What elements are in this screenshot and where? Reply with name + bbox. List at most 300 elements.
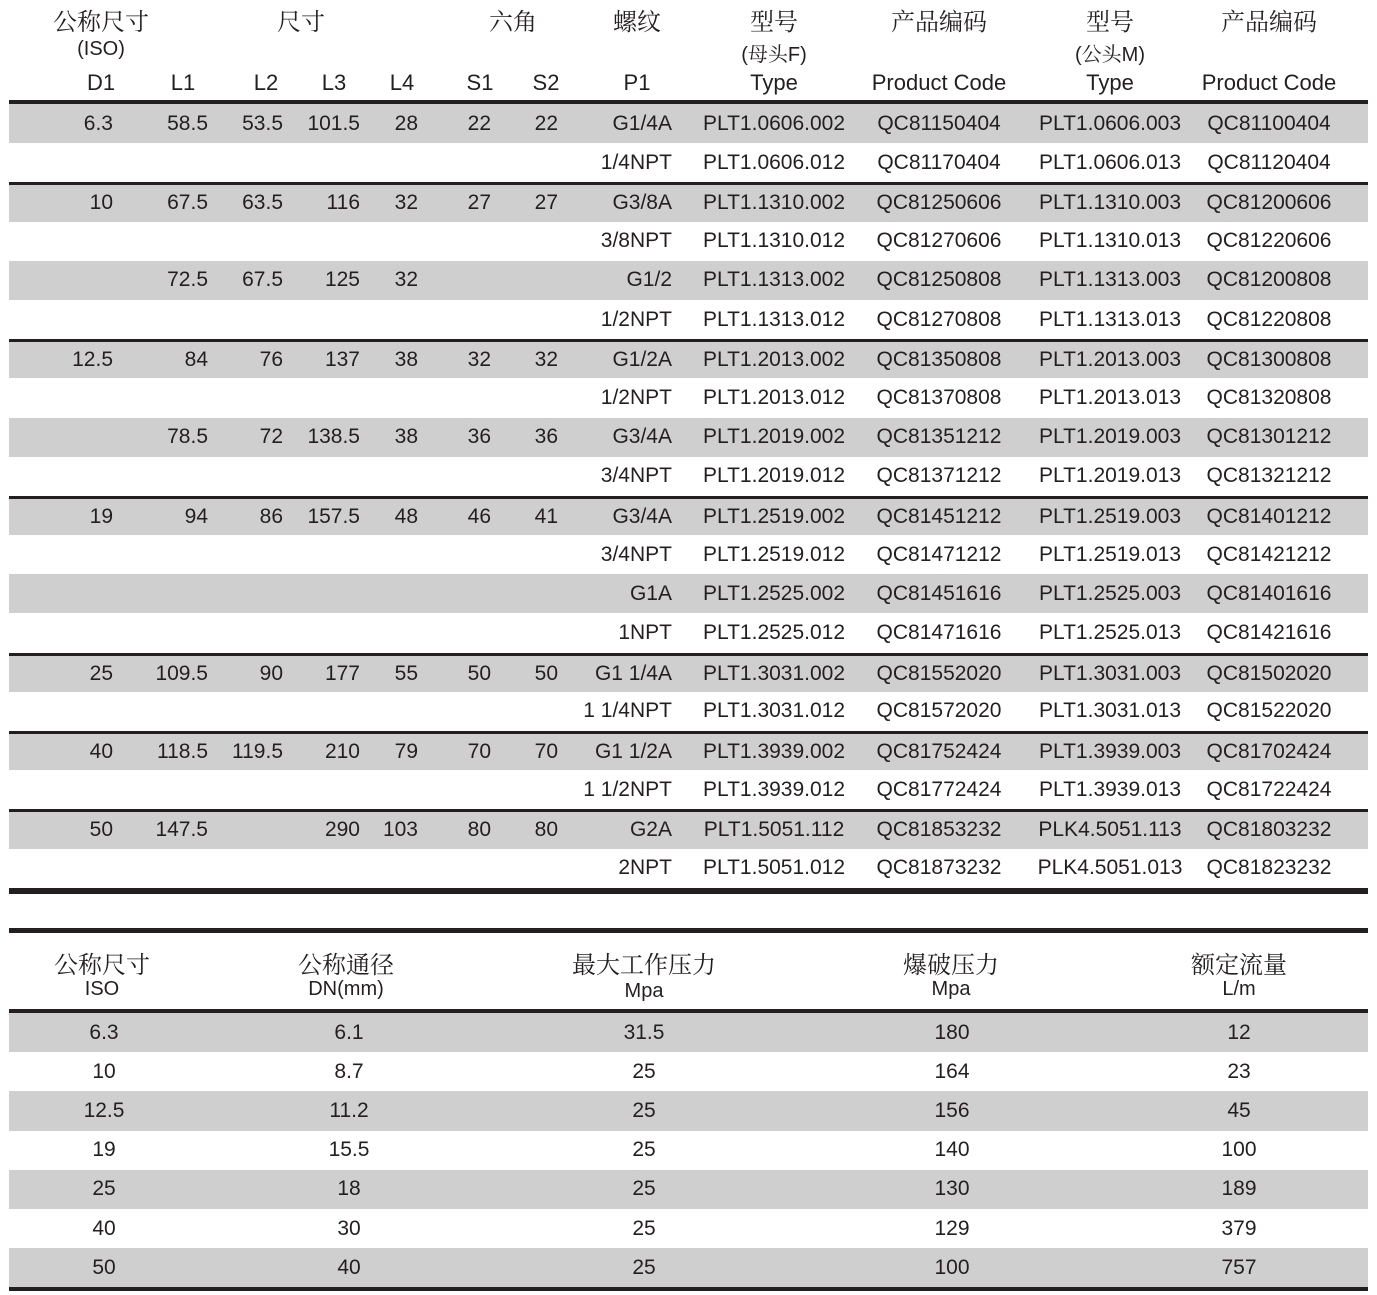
cell-type-m: PLT1.1310.003 xyxy=(1038,191,1182,215)
cell-burst-p: 100 xyxy=(934,1255,970,1279)
cell-iso: 50 xyxy=(92,1255,116,1279)
cell-type-f: PLT1.0606.002 xyxy=(702,111,846,135)
cell-s1 xyxy=(418,143,491,182)
cell-l4: 32 xyxy=(394,191,418,215)
cell-s2 xyxy=(491,613,558,652)
cell-l4 xyxy=(360,535,418,574)
cell-l3 xyxy=(283,535,360,574)
cell-p1: G1/2A xyxy=(612,348,672,372)
cell-type-m: PLT1.3939.013 xyxy=(1038,777,1182,801)
cell-code-m: QC81321212 xyxy=(1206,464,1332,488)
cell-s2: 50 xyxy=(534,661,558,685)
cell-code-f: QC81150404 xyxy=(877,111,1001,135)
header-nominal-size: 公称尺寸 xyxy=(53,9,149,36)
cell-l3 xyxy=(283,457,360,496)
cell-code-m: QC81823232 xyxy=(1206,856,1332,880)
cell-d1: 25 xyxy=(89,661,113,685)
cell-p1: G3/4A xyxy=(612,504,672,528)
header-code-f: 产品编码 xyxy=(891,9,987,36)
cell-l2: 53.5 xyxy=(242,111,283,135)
cell-s2: 41 xyxy=(534,504,558,528)
cell-type-f: PLT1.1310.002 xyxy=(702,191,846,215)
cell-burst-p: 180 xyxy=(934,1020,970,1044)
cell-dn: 15.5 xyxy=(328,1138,370,1162)
table-row xyxy=(9,653,1368,692)
header-type-m: 型号 xyxy=(1086,9,1134,36)
table-row xyxy=(9,1013,1368,1052)
cell-flow: 23 xyxy=(1227,1059,1251,1083)
cell-l3 xyxy=(283,613,360,652)
cell-p1: 3/4NPT xyxy=(600,542,672,566)
header-type-f-sub: (母头F) xyxy=(741,44,807,66)
header-type-f: 型号 xyxy=(750,9,798,36)
cell-l2 xyxy=(208,812,283,848)
cell-s2 xyxy=(491,692,558,731)
cell-s2: 27 xyxy=(534,191,558,215)
cell-p1: G2A xyxy=(629,818,672,842)
header-nominal-size-en: ISO xyxy=(84,978,120,1000)
cell-s2 xyxy=(491,143,558,182)
cell-dn: 6.1 xyxy=(334,1020,364,1044)
cell-l2: 86 xyxy=(259,504,283,528)
cell-code-m: QC81722424 xyxy=(1206,777,1332,801)
cell-l3: 125 xyxy=(324,268,360,292)
cell-l1: 84 xyxy=(184,348,208,372)
cell-l1 xyxy=(113,143,208,182)
cell-flow: 100 xyxy=(1221,1138,1257,1162)
table-row xyxy=(9,692,1368,731)
table-row xyxy=(9,300,1368,339)
table-row xyxy=(9,849,1368,888)
perf-table xyxy=(9,928,1368,1291)
cell-l1: 78.5 xyxy=(167,425,208,449)
cell-p1: G3/8A xyxy=(612,191,672,215)
cell-l1 xyxy=(113,770,208,809)
spec-table xyxy=(9,0,1368,894)
cell-d1 xyxy=(9,574,113,613)
cell-type-f: PLT1.2525.002 xyxy=(702,581,846,605)
cell-p1: 3/4NPT xyxy=(600,464,672,488)
cell-l2 xyxy=(208,535,283,574)
cell-burst-p: 156 xyxy=(934,1098,970,1122)
cell-s1 xyxy=(418,378,491,417)
cell-l4: 103 xyxy=(382,818,418,842)
cell-code-f: QC81371212 xyxy=(876,464,1002,488)
header-dimensions: 尺寸 xyxy=(277,9,325,36)
cell-code-m: QC81803232 xyxy=(1206,818,1332,842)
cell-s1: 50 xyxy=(467,661,491,685)
cell-l2 xyxy=(208,457,283,496)
cell-type-m: PLT1.2013.003 xyxy=(1038,348,1182,372)
header-rated-flow: 额定流量 xyxy=(1191,952,1287,979)
cell-s1: 70 xyxy=(467,740,491,764)
cell-l3 xyxy=(283,300,360,339)
header-col-p1: P1 xyxy=(623,70,651,95)
cell-l2 xyxy=(208,770,283,809)
header-nominal-size: 公称尺寸 xyxy=(54,952,150,979)
spec-table-header xyxy=(9,0,1368,104)
cell-l4 xyxy=(360,849,418,888)
cell-d1 xyxy=(9,770,113,809)
cell-type-m: PLT1.2519.003 xyxy=(1038,504,1182,528)
cell-l3: 177 xyxy=(324,661,360,685)
header-col-l2: L2 xyxy=(253,70,279,95)
cell-flow: 45 xyxy=(1227,1098,1251,1122)
cell-type-m: PLT1.2525.013 xyxy=(1038,621,1182,645)
cell-l2 xyxy=(208,849,283,888)
cell-l2 xyxy=(208,378,283,417)
header-thread: 螺纹 xyxy=(613,9,661,36)
table-row xyxy=(9,418,1368,457)
cell-p1: 1/2NPT xyxy=(600,307,672,331)
cell-code-m: QC81421212 xyxy=(1206,542,1332,566)
cell-l4: 79 xyxy=(394,740,418,764)
cell-code-m: QC81421616 xyxy=(1206,621,1332,645)
cell-code-f: QC81752424 xyxy=(876,740,1002,764)
cell-code-f: QC81270808 xyxy=(876,307,1002,331)
cell-s2: 22 xyxy=(534,111,558,135)
table-row xyxy=(9,261,1368,300)
cell-p1: G1/4A xyxy=(612,111,672,135)
cell-d1 xyxy=(9,613,113,652)
cell-code-f: QC81853232 xyxy=(876,818,1002,842)
cell-d1 xyxy=(9,535,113,574)
cell-code-m: QC81522020 xyxy=(1206,699,1332,723)
cell-max-p: 25 xyxy=(632,1059,656,1083)
cell-code-f: QC81170404 xyxy=(877,150,1001,174)
cell-type-m: PLT1.0606.013 xyxy=(1038,150,1182,174)
cell-s1 xyxy=(418,770,491,809)
cell-d1: 6.3 xyxy=(83,111,113,135)
header-nominal-bore: 公称通径 xyxy=(298,952,394,979)
cell-code-f: QC81471212 xyxy=(876,542,1002,566)
cell-l2: 119.5 xyxy=(232,740,283,764)
header-nominal-size-iso: (ISO) xyxy=(77,38,125,60)
cell-d1 xyxy=(9,222,113,261)
cell-p1: 1 1/4NPT xyxy=(583,699,672,723)
cell-s1 xyxy=(418,222,491,261)
cell-code-f: QC81552020 xyxy=(876,661,1002,685)
cell-code-f: QC81351212 xyxy=(876,425,1002,449)
cell-s2: 32 xyxy=(534,348,558,372)
cell-l1: 67.5 xyxy=(167,191,208,215)
cell-type-f: PLT1.2525.012 xyxy=(702,621,846,645)
cell-code-m: QC81401212 xyxy=(1206,504,1332,528)
cell-type-f: PLT1.2019.002 xyxy=(702,425,846,449)
table-row xyxy=(9,143,1368,182)
cell-l1 xyxy=(113,457,208,496)
cell-p1: G1/2 xyxy=(626,268,672,292)
cell-type-f: PLT1.3939.002 xyxy=(702,740,846,764)
cell-l4 xyxy=(360,692,418,731)
cell-s1: 32 xyxy=(467,348,491,372)
cell-type-m: PLT1.1313.013 xyxy=(1038,307,1182,331)
table-row xyxy=(9,574,1368,613)
cell-p1: 3/8NPT xyxy=(600,229,672,253)
cell-p1: 1/4NPT xyxy=(600,150,672,174)
cell-l4 xyxy=(360,613,418,652)
cell-l1 xyxy=(113,222,208,261)
cell-type-f: PLT1.1313.002 xyxy=(702,268,846,292)
cell-p1: G3/4A xyxy=(612,425,672,449)
header-max-pressure-en: Mpa xyxy=(624,980,664,1002)
cell-l1: 72.5 xyxy=(167,268,208,292)
cell-s2 xyxy=(491,849,558,888)
cell-d1 xyxy=(9,143,113,182)
table-row xyxy=(9,496,1368,535)
cell-code-f: QC81250808 xyxy=(876,268,1002,292)
table-row xyxy=(9,1052,1368,1091)
cell-l3 xyxy=(283,574,360,613)
cell-l2: 63.5 xyxy=(242,191,283,215)
table-row xyxy=(9,1131,1368,1170)
cell-l3: 116 xyxy=(326,191,360,215)
cell-l3 xyxy=(283,770,360,809)
cell-l4: 55 xyxy=(394,661,418,685)
cell-max-p: 25 xyxy=(632,1098,656,1122)
cell-d1 xyxy=(9,849,113,888)
cell-l4 xyxy=(360,300,418,339)
cell-type-f: PLT1.2519.002 xyxy=(702,504,846,528)
cell-code-f: QC81772424 xyxy=(876,777,1002,801)
cell-dn: 11.2 xyxy=(329,1098,369,1122)
spec-table-body xyxy=(9,104,1368,888)
cell-dn: 40 xyxy=(337,1255,361,1279)
cell-code-m: QC81200808 xyxy=(1206,268,1332,292)
cell-code-f: QC81873232 xyxy=(876,856,1002,880)
cell-s2 xyxy=(491,770,558,809)
header-col-s2: S2 xyxy=(532,70,560,95)
cell-code-f: QC81471616 xyxy=(876,621,1002,645)
cell-flow: 757 xyxy=(1221,1255,1257,1279)
cell-s2 xyxy=(491,300,558,339)
table-row xyxy=(9,1091,1368,1130)
cell-type-m: PLT1.2013.013 xyxy=(1038,385,1182,409)
cell-max-p: 25 xyxy=(632,1255,656,1279)
header-code-m-en: Product Code xyxy=(1201,70,1337,95)
cell-l3: 101.5 xyxy=(307,111,360,135)
cell-d1: 50 xyxy=(89,818,113,842)
cell-l1: 109.5 xyxy=(155,661,208,685)
cell-d1: 19 xyxy=(89,504,113,528)
cell-type-m: PLK4.5051.013 xyxy=(1037,856,1183,880)
cell-l2 xyxy=(208,613,283,652)
cell-code-m: QC81100404 xyxy=(1207,111,1331,135)
cell-l3: 138.5 xyxy=(307,425,360,449)
cell-l2 xyxy=(208,692,283,731)
cell-l1 xyxy=(113,692,208,731)
table-row xyxy=(9,378,1368,417)
cell-type-m: PLT1.0606.003 xyxy=(1038,111,1182,135)
cell-l3: 157.5 xyxy=(307,504,360,528)
cell-l3: 137 xyxy=(324,348,360,372)
table-row xyxy=(9,1170,1368,1209)
table-row xyxy=(9,535,1368,574)
header-col-l4: L4 xyxy=(389,70,415,95)
cell-l1 xyxy=(113,849,208,888)
cell-l4 xyxy=(360,143,418,182)
cell-burst-p: 164 xyxy=(934,1059,970,1083)
cell-type-m: PLT1.1313.003 xyxy=(1038,268,1182,292)
cell-iso: 10 xyxy=(92,1059,116,1083)
cell-l4 xyxy=(360,378,418,417)
cell-max-p: 25 xyxy=(632,1138,656,1162)
header-col-d1: D1 xyxy=(86,70,116,95)
header-code-m: 产品编码 xyxy=(1221,9,1317,36)
cell-code-m: QC81502020 xyxy=(1206,661,1332,685)
header-code-f-en: Product Code xyxy=(871,70,1007,95)
cell-p1: 1/2NPT xyxy=(600,385,672,409)
cell-l4: 38 xyxy=(394,425,418,449)
cell-s1 xyxy=(418,692,491,731)
cell-code-f: QC81370808 xyxy=(876,385,1002,409)
cell-code-m: QC81301212 xyxy=(1206,425,1332,449)
cell-d1 xyxy=(9,692,113,731)
cell-l4: 32 xyxy=(394,268,418,292)
cell-type-m: PLT1.3031.013 xyxy=(1038,699,1182,723)
cell-l2 xyxy=(208,222,283,261)
cell-burst-p: 140 xyxy=(934,1138,970,1162)
cell-l1 xyxy=(113,574,208,613)
cell-type-m: PLT1.2519.013 xyxy=(1038,542,1182,566)
cell-code-f: QC81451616 xyxy=(876,581,1002,605)
cell-l4: 38 xyxy=(394,348,418,372)
cell-type-f: PLT1.0606.012 xyxy=(702,150,846,174)
cell-s2 xyxy=(491,222,558,261)
cell-burst-p: 129 xyxy=(934,1216,970,1240)
cell-s2 xyxy=(491,457,558,496)
cell-flow: 12 xyxy=(1227,1020,1251,1044)
cell-s1 xyxy=(418,849,491,888)
header-col-l1: L1 xyxy=(170,70,196,95)
header-burst-pressure-en: Mpa xyxy=(931,978,971,1000)
cell-code-m: QC81220808 xyxy=(1206,307,1332,331)
cell-p1: G1 1/2A xyxy=(594,740,672,764)
cell-flow: 189 xyxy=(1221,1177,1257,1201)
cell-l3: 290 xyxy=(324,818,360,842)
spec-table-bottom-rule xyxy=(9,888,1368,894)
table-row xyxy=(9,731,1368,770)
cell-p1: 2NPT xyxy=(618,856,672,880)
cell-code-m: QC81702424 xyxy=(1206,740,1332,764)
cell-l3 xyxy=(283,378,360,417)
table-row xyxy=(9,339,1368,378)
cell-s2 xyxy=(491,261,558,300)
cell-l2 xyxy=(208,300,283,339)
cell-l1 xyxy=(113,613,208,652)
cell-type-m: PLT1.2019.003 xyxy=(1038,425,1182,449)
cell-type-f: PLT1.3031.002 xyxy=(702,661,846,685)
cell-p1: 1 1/2NPT xyxy=(583,777,672,801)
cell-l4: 48 xyxy=(394,504,418,528)
table-row xyxy=(9,809,1368,848)
cell-type-f: PLT1.3939.012 xyxy=(702,777,846,801)
cell-s1: 27 xyxy=(467,191,491,215)
cell-s2: 36 xyxy=(534,425,558,449)
cell-d1 xyxy=(9,457,113,496)
cell-code-m: QC81200606 xyxy=(1206,191,1332,215)
cell-type-m: PLT1.2525.003 xyxy=(1038,581,1182,605)
cell-s1: 46 xyxy=(467,504,491,528)
cell-s2 xyxy=(491,535,558,574)
cell-code-m: QC81120404 xyxy=(1207,150,1331,174)
cell-iso: 19 xyxy=(92,1138,116,1162)
cell-d1: 40 xyxy=(89,740,113,764)
table-row xyxy=(9,1209,1368,1248)
perf-table-header xyxy=(9,933,1368,1013)
cell-type-m: PLK4.5051.113 xyxy=(1038,818,1182,842)
cell-s2 xyxy=(491,574,558,613)
perf-table-body xyxy=(9,1013,1368,1287)
cell-l3 xyxy=(283,849,360,888)
cell-s1 xyxy=(418,457,491,496)
header-rated-flow-en: L/m xyxy=(1222,978,1256,1000)
table-row xyxy=(9,457,1368,496)
cell-l2: 76 xyxy=(259,348,283,372)
cell-type-f: PLT1.5051.012 xyxy=(702,856,846,880)
cell-l1: 118.5 xyxy=(157,740,208,764)
cell-burst-p: 130 xyxy=(934,1177,970,1201)
cell-code-f: QC81350808 xyxy=(876,348,1002,372)
cell-type-f: PLT1.3031.012 xyxy=(702,699,846,723)
cell-s2: 70 xyxy=(534,740,558,764)
cell-l3 xyxy=(283,222,360,261)
cell-p1: 1NPT xyxy=(618,621,672,645)
table-row xyxy=(9,182,1368,221)
table-row xyxy=(9,104,1368,143)
cell-l1: 94 xyxy=(184,504,208,528)
header-col-s1: S1 xyxy=(466,70,494,95)
cell-iso: 40 xyxy=(92,1216,116,1240)
cell-s1: 22 xyxy=(467,111,491,135)
cell-l4 xyxy=(360,770,418,809)
cell-max-p: 25 xyxy=(632,1177,656,1201)
cell-d1: 10 xyxy=(89,191,113,215)
cell-l1 xyxy=(113,535,208,574)
table-row xyxy=(9,770,1368,809)
table-row xyxy=(9,222,1368,261)
cell-dn: 8.7 xyxy=(334,1059,364,1083)
cell-flow: 379 xyxy=(1221,1216,1257,1240)
cell-p1: G1 1/4A xyxy=(594,661,672,685)
header-type-f-en: Type xyxy=(750,70,798,95)
cell-l4 xyxy=(360,222,418,261)
cell-iso: 25 xyxy=(92,1177,116,1201)
cell-iso: 6.3 xyxy=(89,1020,119,1044)
cell-max-p: 25 xyxy=(632,1216,656,1240)
cell-l1 xyxy=(113,300,208,339)
cell-s1: 80 xyxy=(467,818,491,842)
cell-code-f: QC81451212 xyxy=(876,504,1002,528)
perf-table-bottom-rule xyxy=(9,1287,1368,1291)
cell-l1: 147.5 xyxy=(155,818,208,842)
cell-type-m: PLT1.2019.013 xyxy=(1038,464,1182,488)
header-nominal-bore-en: DN(mm) xyxy=(308,978,384,1000)
cell-type-f: PLT1.2519.012 xyxy=(702,542,846,566)
cell-type-m: PLT1.3031.003 xyxy=(1038,661,1182,685)
cell-p1: G1A xyxy=(629,581,672,605)
cell-type-m: PLT1.3939.003 xyxy=(1038,740,1182,764)
cell-d1 xyxy=(9,378,113,417)
cell-code-m: QC81220606 xyxy=(1206,229,1332,253)
cell-l2: 67.5 xyxy=(242,268,283,292)
cell-d1 xyxy=(9,300,113,339)
cell-s1 xyxy=(418,574,491,613)
cell-s2 xyxy=(491,378,558,417)
header-type-m-en: Type xyxy=(1086,70,1134,95)
cell-l2 xyxy=(208,143,283,182)
cell-iso: 12.5 xyxy=(83,1098,125,1122)
